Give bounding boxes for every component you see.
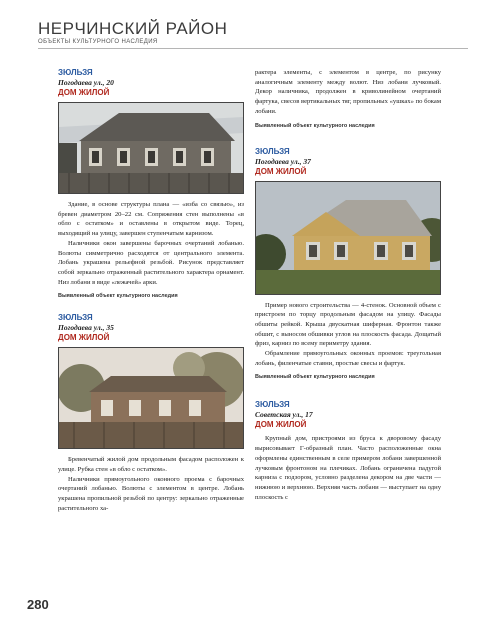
locality-label: ЗЮЛЬЗЯ: [255, 400, 290, 410]
running-header: [38, 20, 468, 49]
address-label: Погодаева ул., 37: [255, 156, 311, 166]
paragraph: Наличники прямоугольного оконного проема с барочных очертаний лобанью. Волюты с элементом в центре. Лобань украшена пропильной резьбой по центру: зеркально отраженные растительного ха-: [58, 475, 244, 512]
object-type-label: ДОМ ЖИЛОЙ: [58, 333, 110, 343]
address-label: Погодаева ул., 20: [58, 78, 114, 87]
entry-sovetskaya-17: [255, 400, 441, 502]
object-type-label: ДОМ ЖИЛОЙ: [255, 166, 307, 176]
locality-label: ЗЮЛЬЗЯ: [58, 313, 93, 323]
page-number: 280: [27, 597, 49, 612]
photo-house-pogodaeva-20: [58, 102, 244, 194]
locality-label: ЗЮЛЬЗЯ: [255, 146, 290, 156]
district-title: НЕРЧИНСКИЙ РАЙОН: [38, 19, 228, 38]
locality-label: ЗЮЛЬЗЯ: [58, 68, 93, 77]
entry-pogodaeva-35: [58, 313, 244, 513]
object-type-label: ДОМ ЖИЛОЙ: [255, 420, 307, 430]
continued-text: [255, 68, 441, 129]
paragraph: Бревенчатый жилой дом продольным фасадом расположен к улице. Рубка стен «в обло с остатком».: [58, 456, 244, 474]
object-type-label: ДОМ ЖИЛОЙ: [58, 88, 110, 97]
left-column: [58, 68, 244, 514]
paragraph: Пример нового строительства — 4-стенок. Основной объем с пристроем по торцу продольным фасадом на улицу. Фасады обшиты рейкой. Крыша двускатная шиферная. Фронтон также обшит, с выносом обшивки углов на плоскость фасада. Дощатый фриз, карниз по всему периметру здания.: [255, 301, 441, 348]
address-label: Советская ул., 17: [255, 410, 313, 420]
heritage-status-note: Выявленный объект культурного наследия: [58, 293, 178, 300]
paragraph: Крупный дом, пристроями из бруса к дворовому фасаду вырисовывает Г-образный план. Часто расположенные окна оформлены единственным в селе примером лобани завершенной лучковым фронтоном на плечиках. Лобань ограничена падугой карниза с подзором, условно разделена декором на две части — нижнюю и верхнюю. Верхняя часть лобани — выступает на одну плоскость с: [255, 435, 441, 501]
paragraph: Наличники окон завершены барочных очертаний лобанью. Волюты симметрично расходятся от центрального элемента. Лобань украшена рельефной резьбой. Рисунок представляет собой зеркально отраженный растительного характера орнамент. Низ лобани в виде «лежачей» арки.: [58, 239, 244, 286]
entry-pogodaeva-37: [255, 147, 441, 381]
section-subtitle: ОБЪЕКТЫ КУЛЬТУРНОГО НАСЛЕДИЯ: [38, 39, 158, 45]
heritage-status-note: Выявленный объект культурного наследия: [255, 374, 375, 381]
header-rule: [38, 48, 468, 49]
paragraph: Обрамление прямоугольных оконных проемов: треугольная лобань, филенчатые ставни, простые свесы и фартук.: [255, 350, 441, 367]
entry-pogodaeva-20: [58, 68, 244, 299]
paragraph: Здание, в основе структуры плана — «изба со связью», из бревен диаметром 20–22 см. Сопряжения стен выполнены «в обло с остатком» и оставлены в открытом виде. Торец, выходящий на улицу, завершен ступенчатым карнизом.: [58, 201, 244, 238]
address-label: Погодаева ул., 35: [58, 323, 114, 333]
photo-house-pogodaeva-37: [255, 181, 441, 295]
heritage-status-note: Выявленный объект культурного наследия: [255, 122, 375, 129]
paragraph: рактера элементы, с элементом в центре, по рисунку аналогичным элементу между волют. Низ лобани лучковый. Декор наличника, продолжен в криволинейном очертаний фартука, свесов вертикальных тяг, пропильных «ушках» по бокам лобани.: [255, 69, 441, 115]
photo-house-pogodaeva-35: [58, 347, 244, 449]
right-column: [255, 68, 441, 502]
